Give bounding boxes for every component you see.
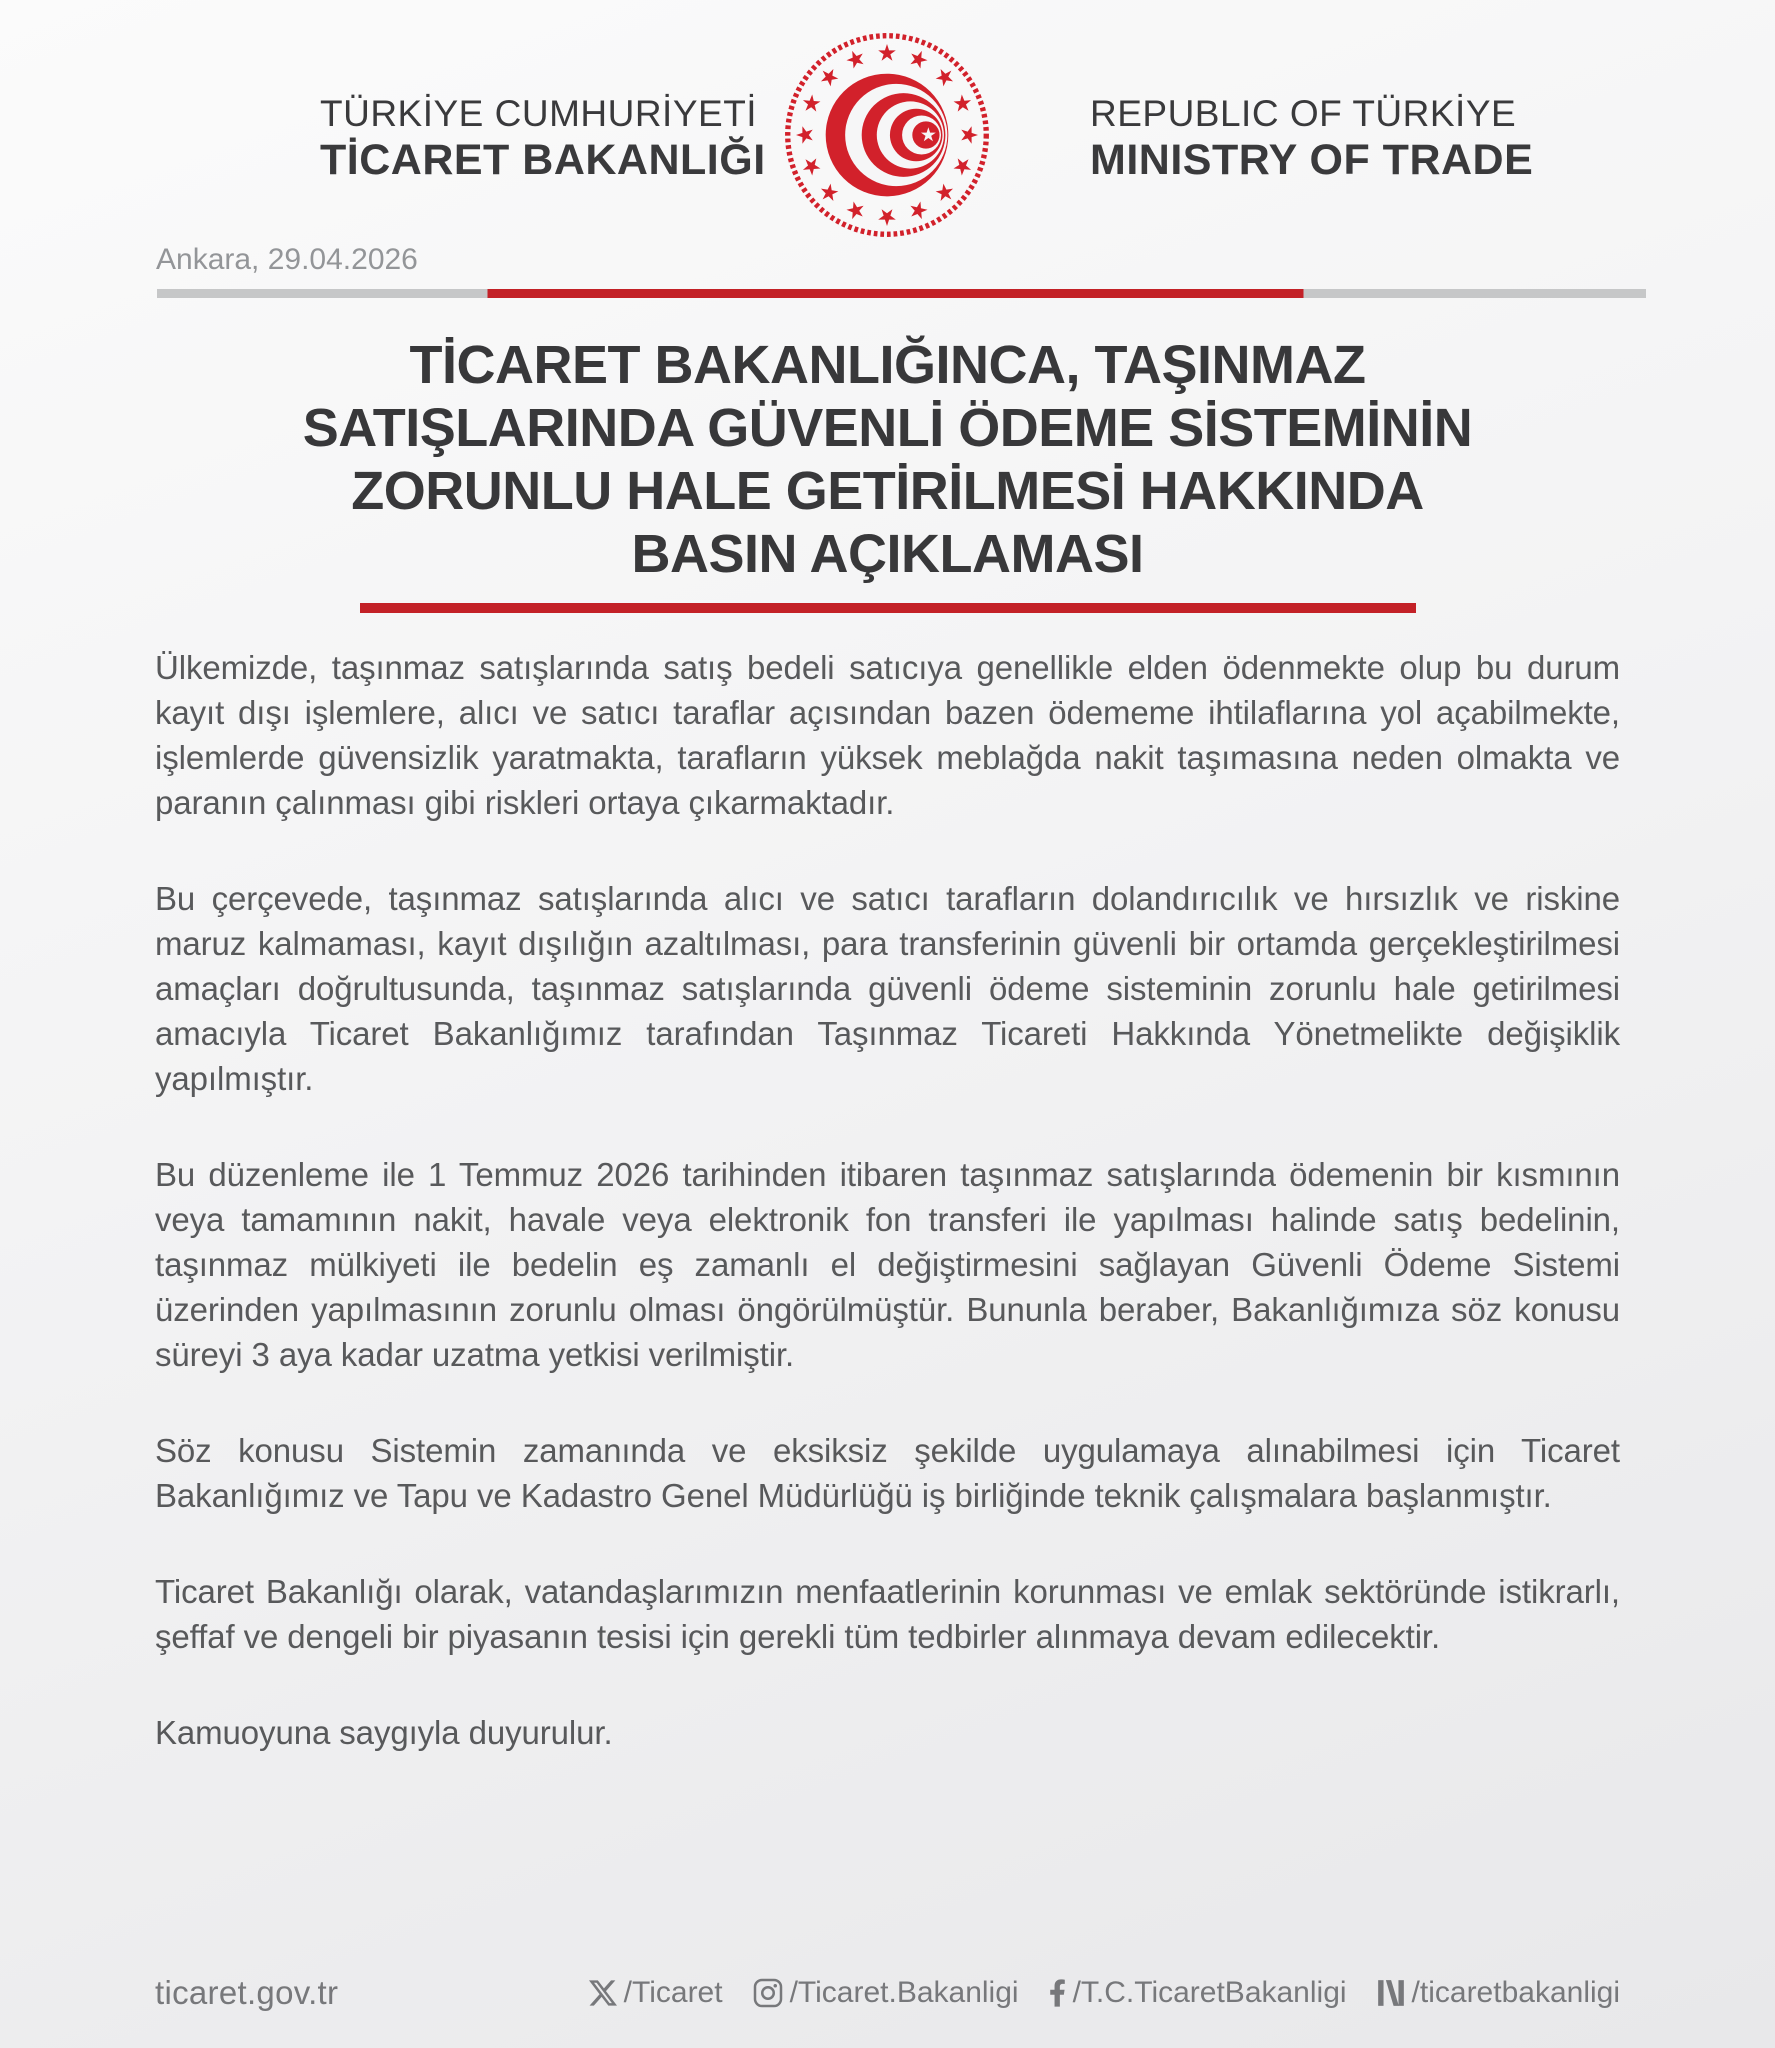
body-paragraph: Bu çerçevede, taşınmaz satışlarında alıcı ve satıcı tarafların dolandırıcılık ve hırsızlık ve riskine maruz kalmaması, kayıt dışılığın azaltılması, para transferinin güvenli bir ortamda gerçekleştirilmesi amaçları doğrultusunda, taşınmaz satışlarında güvenli ödeme sisteminin zorunlu hale getirilmesi amacıyla Ticaret Bakanlığımız tarafından Taşınmaz Ticareti Hakkında Yönetmelikte değişiklik yapılmıştır. xyxy=(155,880,1620,1097)
body-paragraph: Kamuoyuna saygıyla duyurulur. xyxy=(155,1714,613,1751)
title-line: SATIŞLARINDA GÜVENLİ ÖDEME SİSTEMİNİN xyxy=(302,398,1473,458)
press-release-body xyxy=(155,645,1620,1755)
website-link[interactable]: ticaret.gov.tr xyxy=(155,1974,339,2011)
body-paragraph: Bu düzenleme ile 1 Temmuz 2026 tarihinden itibaren taşınmaz satışlarında ödemenin bir kısmının veya tamamının nakit, havale veya elektronik fon transferi ile yapılması halinde satış bedelinin, taşınmaz mülkiyeti ile bedelin eş zamanlı el değiştirmesini sağlayan Güvenli Ödeme Sistemi üzerinden yapılmasının zorunlu olması öngörülmüştür. Bununla beraber, Bakanlığımıza söz konusu süreyi 3 aya kadar uzatma yetkisi verilmiştir. xyxy=(155,1156,1620,1373)
title-line: ZORUNLU HALE GETİRİLMESİ HAKKINDA xyxy=(351,461,1424,521)
social-handle: /Ticaret xyxy=(623,1976,723,2009)
facebook-icon xyxy=(1049,1978,1066,2008)
org-name-english-line1: REPUBLIC OF TÜRKİYE xyxy=(1090,93,1517,134)
nsosyal-icon xyxy=(1377,1979,1405,2007)
social-handle: /ticaretbakanligi xyxy=(1411,1976,1620,2009)
x-icon xyxy=(589,1979,617,2007)
social-handle: /T.C.TicaretBakanligi xyxy=(1072,1976,1347,2009)
logo-crescents xyxy=(826,74,949,197)
social-item-x[interactable] xyxy=(589,1976,723,2010)
body-paragraph: Ticaret Bakanlığı olarak, vatandaşlarımızın menfaatlerinin korunması ve emlak sektöründe istikrarlı, şeffaf ve dengeli bir piyasanın tesisi için gerekli tüm tedbirler alınmaya devam edilecektir. xyxy=(155,1573,1620,1655)
instagram-icon xyxy=(753,1978,783,2008)
social-links xyxy=(589,1976,1620,2010)
social-item-instagram[interactable] xyxy=(753,1976,1019,2010)
org-name-turkish-line1: TÜRKİYE CUMHURİYETİ xyxy=(320,93,758,134)
dateline: Ankara, 29.04.2026 xyxy=(156,243,418,276)
title-underline xyxy=(360,603,1416,613)
social-item-nsosyal[interactable] xyxy=(1377,1976,1620,2010)
org-name-english-line2: MINISTRY OF TRADE xyxy=(1090,136,1534,184)
header-divider xyxy=(157,289,1646,298)
org-name-turkish xyxy=(320,92,766,184)
social-handle: /Ticaret.Bakanligi xyxy=(789,1976,1019,2009)
body-paragraph: Ülkemizde, taşınmaz satışlarında satış bedeli satıcıya genellikle elden ödenmekte olup bu durum kayıt dışı işlemlere, alıcı ve satıcı taraflar açısından bazen ödememe ihtilaflarına yol açabilmekte, işlemlerde güvensizlik yaratmakta, tarafların yüksek meblağda nakit taşımasına neden olmakta ve paranın çalınması gibi riskleri ortaya çıkarmaktadır. xyxy=(155,649,1620,821)
ministry-of-trade-logo xyxy=(778,26,996,244)
title-line: TİCARET BAKANLIĞINCA, TAŞINMAZ xyxy=(409,335,1366,395)
org-name-turkish-line2: TİCARET BAKANLIĞI xyxy=(320,136,766,184)
page-title xyxy=(0,334,1775,586)
social-item-facebook[interactable] xyxy=(1049,1976,1347,2010)
footer xyxy=(155,1974,1620,2012)
org-name-english xyxy=(1090,92,1533,184)
title-line: BASIN AÇIKLAMASI xyxy=(631,524,1144,584)
body-paragraph: Söz konusu Sistemin zamanında ve eksiksiz şekilde uygulamaya alınabilmesi için Ticaret Bakanlığımız ve Tapu ve Kadastro Genel Müdürlüğü iş birliğinde teknik çalışmalara başlanmıştır. xyxy=(155,1432,1620,1514)
